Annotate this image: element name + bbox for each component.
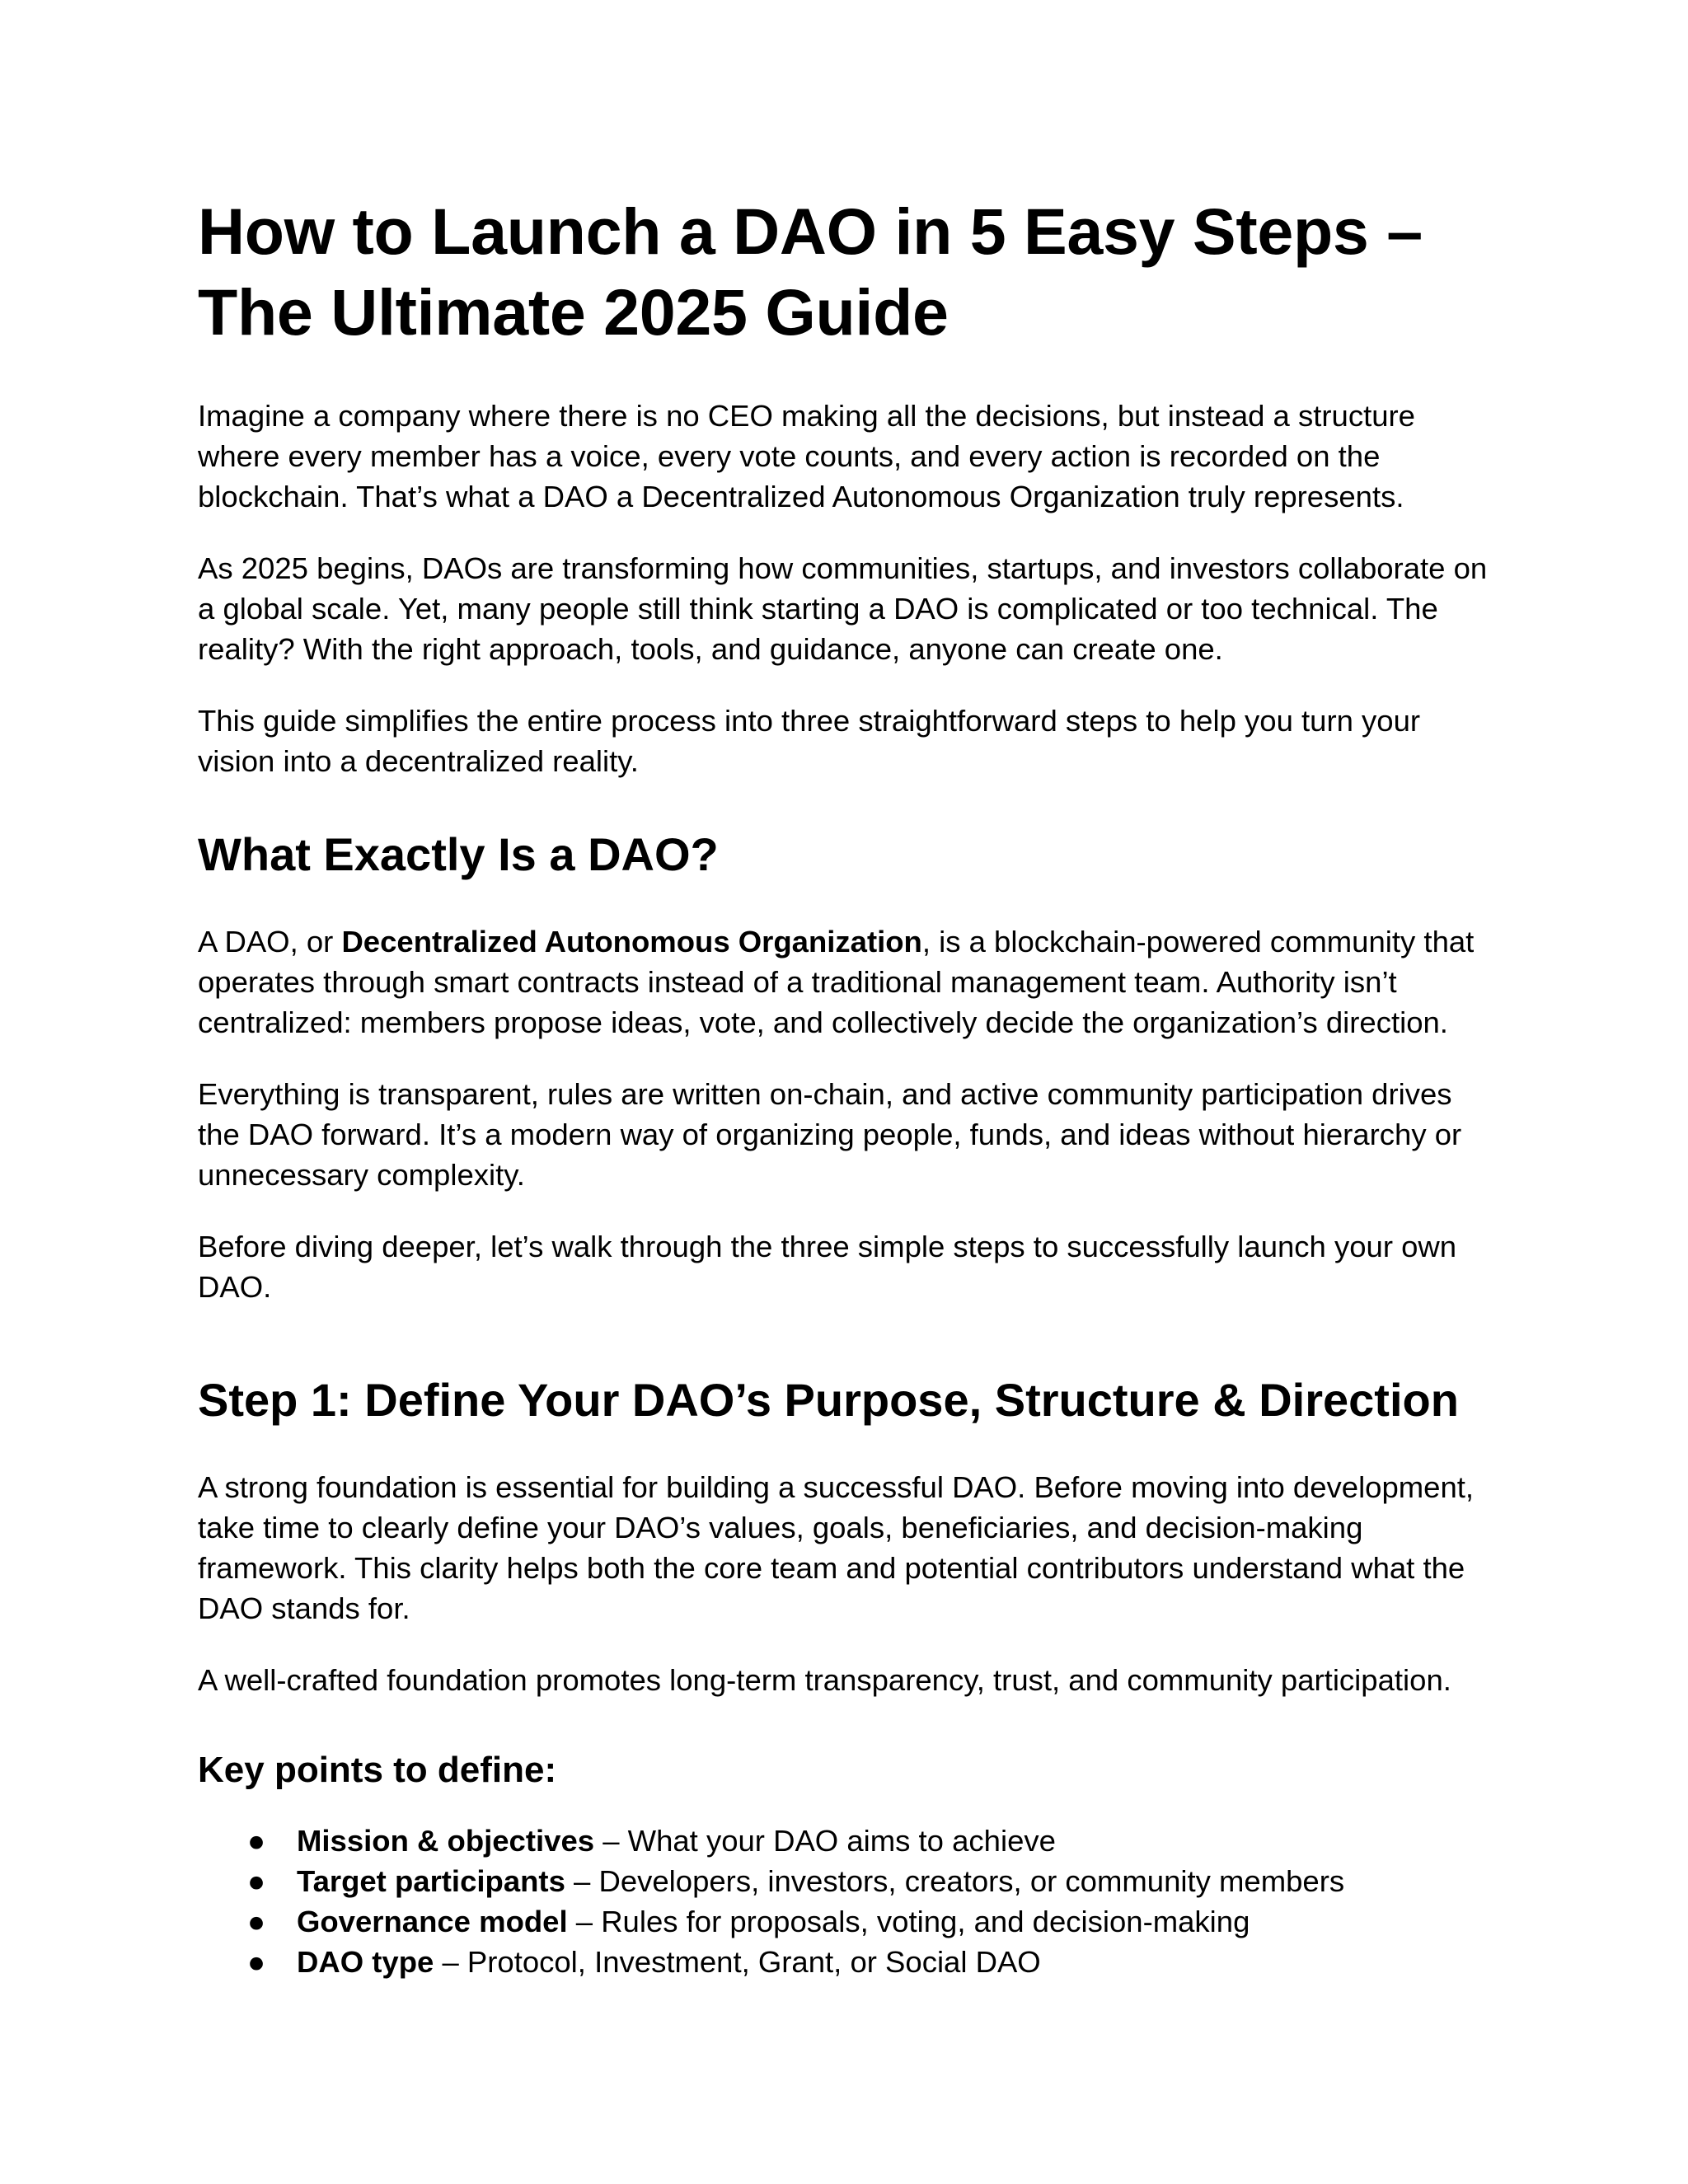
dao-definition-term: Decentralized Autonomous Organization [341,925,922,958]
list-item-label: Target participants [297,1864,565,1898]
what-is-paragraph-2: Everything is transparent, rules are written on-chain, and active community participation drives the DAO forward. It’s a modern way of organizing people, funds, and ideas without hierarchy or unnecessary complexity. [198,1077,1462,1192]
list-item-label: DAO type [297,1945,434,1979]
list-item-text: – Developers, investors, creators, or community members [565,1864,1345,1898]
page-title: How to Launch a DAO in 5 Easy Steps – The Ultimate 2025 Guide [198,194,1423,349]
section-heading-what-is-dao: What Exactly Is a DAO? [198,828,719,880]
list-item-label: Mission & objectives [297,1824,595,1858]
step1-paragraph-1: A strong foundation is essential for building a successful DAO. Before moving into development, take time to clearly define your DAO’s values, goals, beneficiaries, and decision-making framework. This clarity helps both the core team and potential contributors understand what the DAO stands for. [198,1470,1475,1625]
list-item-label: Governance model [297,1905,568,1938]
list-item [198,1942,1500,1982]
step1-paragraph-2: A well-crafted foundation promotes long-term transparency, trust, and community participation. [198,1663,1451,1697]
what-is-paragraph-1-lead: A DAO, or [198,925,342,958]
section-heading-step-1: Step 1: Define Your DAO’s Purpose, Structure & Direction [198,1374,1459,1426]
bullet-icon: ● [247,1824,266,1858]
key-points-heading: Key points to define: [198,1750,557,1790]
list-item [198,1861,1500,1901]
list-item-text: – Rules for proposals, voting, and decision-making [567,1905,1250,1938]
what-is-paragraph-3: Before diving deeper, let’s walk through the three simple steps to successfully launch your own DAO. [198,1230,1457,1304]
key-points-list [198,1821,1500,1982]
bullet-icon: ● [247,1945,266,1979]
intro-paragraph-3: This guide simplifies the entire process into three straightforward steps to help you turn your vision into a decentralized reality. [198,704,1421,778]
document-page [198,191,1500,1982]
list-item-text: – What your DAO aims to achieve [594,1824,1056,1858]
list-item [198,1901,1500,1942]
intro-paragraph-2: As 2025 begins, DAOs are transforming how communities, startups, and investors collaborate on a global scale. Yet, many people still think starting a DAO is complicated or too technical. The reality? With the right approach, tools, and guidance, anyone can create one. [198,551,1488,666]
what-is-paragraph-1 [198,921,1500,1043]
what-is-paragraph-1-rest: , is a blockchain-powered community that operates through smart contracts instead of a traditional management team. Authority isn’t centralized: members propose ideas, vote, and collectively decide the organization’s direction. [198,925,1475,1039]
bullet-icon: ● [247,1905,266,1938]
intro-paragraph-1: Imagine a company where there is no CEO making all the decisions, but instead a structure where every member has a voice, every vote counts, and every action is recorded on the blockchain. That’s what a DAO a Decentralized Autonomous Organization truly represents. [198,399,1415,513]
list-item-text: – Protocol, Investment, Grant, or Social DAO [434,1945,1041,1979]
list-item [198,1821,1500,1861]
bullet-icon: ● [247,1864,266,1898]
